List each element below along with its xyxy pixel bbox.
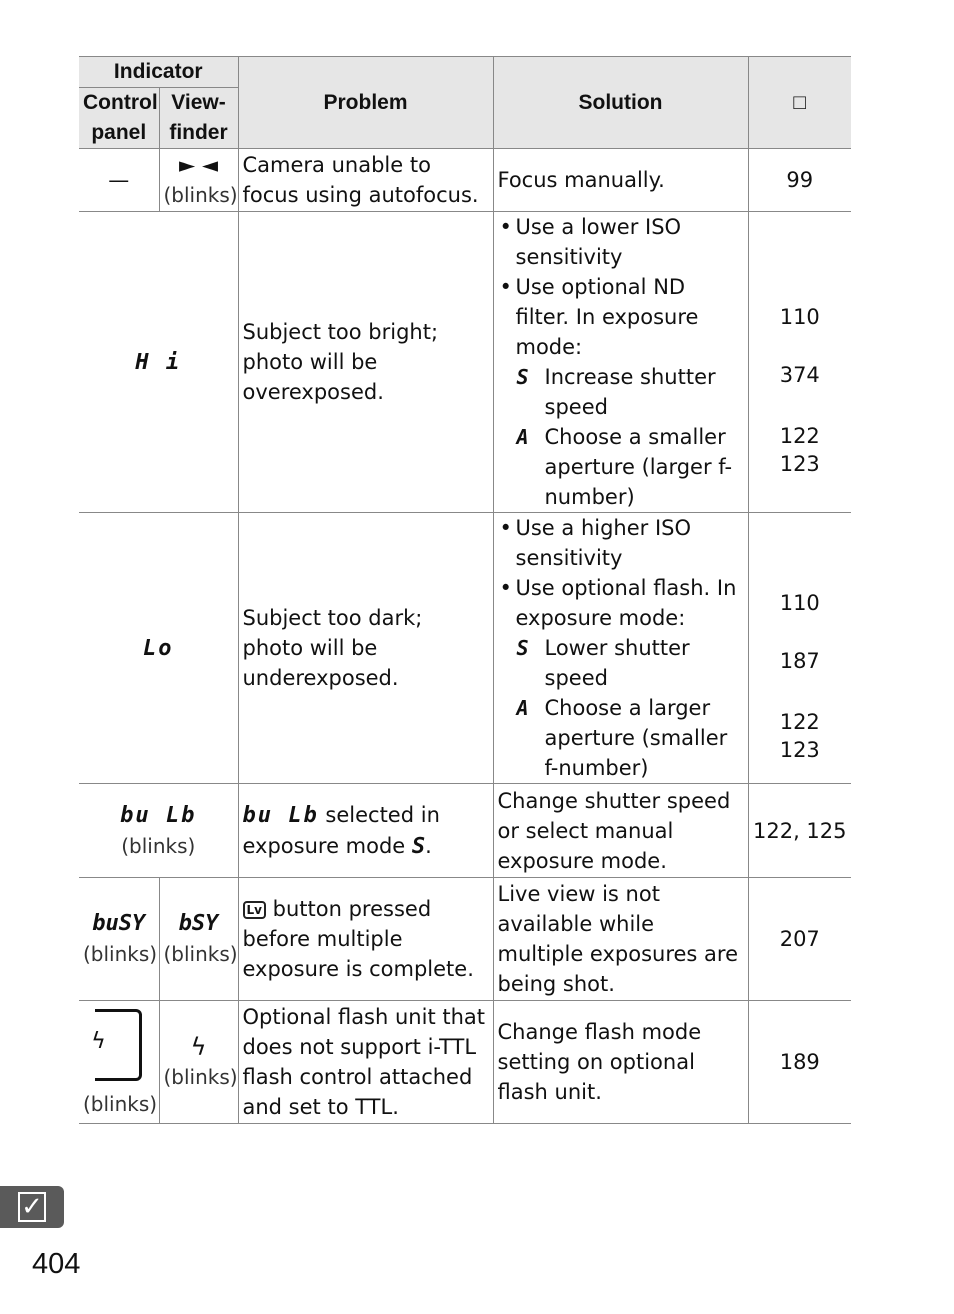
- flash-frame-icon: [91, 1009, 142, 1081]
- page-ref: 123: [779, 452, 820, 476]
- mode-text: Lower shutter speed: [544, 636, 690, 690]
- mode-letter: S: [516, 636, 529, 660]
- cell-problem: [238, 878, 493, 1001]
- page-ref: 122: [779, 710, 820, 734]
- indicator-table: [79, 56, 851, 1124]
- cell-page: 207: [748, 878, 851, 1001]
- troubleshooting-tab: [0, 1186, 64, 1228]
- cell-solution: Live view is not available while multiple exposures are being shot.: [493, 878, 748, 1001]
- problem-text-end: .: [425, 833, 432, 858]
- mode-item: [498, 362, 744, 422]
- problem-text: selected in exposure mode: [242, 802, 440, 858]
- problem-text: button pressed before multiple exposure is complete.: [242, 897, 474, 981]
- page-number: 404: [32, 1248, 81, 1280]
- header-viewfinder: View-finder: [159, 88, 238, 149]
- lo-display-indicator: Lo: [143, 635, 174, 661]
- page-ref: 110: [779, 591, 820, 615]
- mode-letter: S: [516, 365, 529, 389]
- cell-control-panel: [79, 1001, 159, 1124]
- blinks-label: (blinks): [163, 942, 238, 966]
- mode-text: Choose a larger aperture (smaller f-number): [544, 696, 728, 780]
- cell-problem: Optional flash unit that does not support i-TTL flash control attached and set to TTL.: [238, 1001, 493, 1124]
- cell-viewfinder: [159, 1001, 238, 1124]
- cell-problem: Camera unable to focus using autofocus.: [238, 149, 493, 212]
- cell-page: 99: [748, 149, 851, 212]
- table-row: [79, 878, 851, 1001]
- cell-solution: [493, 513, 748, 784]
- cell-solution: [493, 212, 748, 513]
- blinks-label: (blinks): [121, 833, 196, 858]
- header-page-icon: [748, 57, 851, 149]
- page-ref: 374: [779, 363, 820, 387]
- solution-bullet: • Use optional ND filter. In exposure mode:: [498, 272, 744, 362]
- live-view-button-icon: Lv: [243, 901, 266, 919]
- cell-indicator: [79, 212, 238, 513]
- cell-viewfinder: [159, 149, 238, 212]
- cell-indicator: [79, 513, 238, 784]
- mode-letter: A: [516, 696, 529, 720]
- bulb-inline-indicator: bu Lb: [242, 802, 319, 828]
- cell-pages: [748, 212, 851, 513]
- mode-letter: A: [516, 425, 529, 449]
- cell-viewfinder: [159, 878, 238, 1001]
- focus-indicator-icon: ► ◄: [179, 153, 218, 177]
- header-indicator: Indicator: [79, 57, 238, 88]
- solution-bullet: • Use optional flash. In exposure mode:: [498, 573, 744, 633]
- page-ref: 187: [779, 649, 820, 673]
- solution-bullet: • Use a higher ISO sensitivity: [498, 513, 744, 573]
- hi-display-indicator: H i: [135, 349, 182, 375]
- book-icon: □: [793, 90, 807, 114]
- blinks-label: (blinks): [163, 1065, 238, 1089]
- mode-letter: S: [411, 833, 426, 859]
- mode-text: Choose a smaller aperture (larger f-number): [544, 425, 733, 509]
- flash-icon: ϟ: [91, 1029, 106, 1054]
- dash-indicator: —: [108, 168, 130, 192]
- page-ref: 110: [779, 305, 820, 329]
- cell-solution: Focus manually.: [493, 149, 748, 212]
- busy-display-indicator: buSY: [92, 911, 146, 936]
- page-ref: 123: [779, 738, 820, 762]
- table-row: [79, 1001, 851, 1124]
- table-row: [79, 212, 851, 513]
- cell-control-panel: [79, 149, 159, 212]
- table-row: [79, 513, 851, 784]
- mode-item: [498, 422, 744, 512]
- header-control-panel: Control panel: [79, 88, 159, 149]
- cell-pages: [748, 513, 851, 784]
- blinks-label: (blinks): [163, 183, 238, 207]
- table-row: [79, 784, 851, 878]
- bulb-display-indicator: bu Lb: [120, 802, 197, 828]
- cell-page: 122, 125: [748, 784, 851, 878]
- page-ref: 122: [779, 424, 820, 448]
- cell-solution: Change flash mode setting on optional flash unit.: [493, 1001, 748, 1124]
- blinks-label: (blinks): [83, 942, 158, 966]
- cell-problem: Subject too dark; photo will be underexposed.: [238, 513, 493, 784]
- blinks-label: (blinks): [83, 1092, 158, 1116]
- flash-icon: ϟ: [190, 1033, 207, 1061]
- mode-item: [498, 693, 744, 783]
- header-problem: Problem: [238, 57, 493, 149]
- table-row: [79, 149, 851, 212]
- cell-page: 189: [748, 1001, 851, 1124]
- solution-bullet: • Use a lower ISO sensitivity: [498, 212, 744, 272]
- cell-problem: [238, 784, 493, 878]
- cell-solution: Change shutter speed or select manual exposure mode.: [493, 784, 748, 878]
- troubleshooting-icon: ✓: [18, 1192, 46, 1222]
- header-solution: Solution: [493, 57, 748, 149]
- cell-problem: Subject too bright; photo will be overexposed.: [238, 212, 493, 513]
- mode-item: [498, 633, 744, 693]
- cell-indicator: [79, 784, 238, 878]
- bsy-viewfinder-indicator: bSY: [178, 911, 219, 936]
- mode-text: Increase shutter speed: [544, 365, 716, 419]
- cell-control-panel: [79, 878, 159, 1001]
